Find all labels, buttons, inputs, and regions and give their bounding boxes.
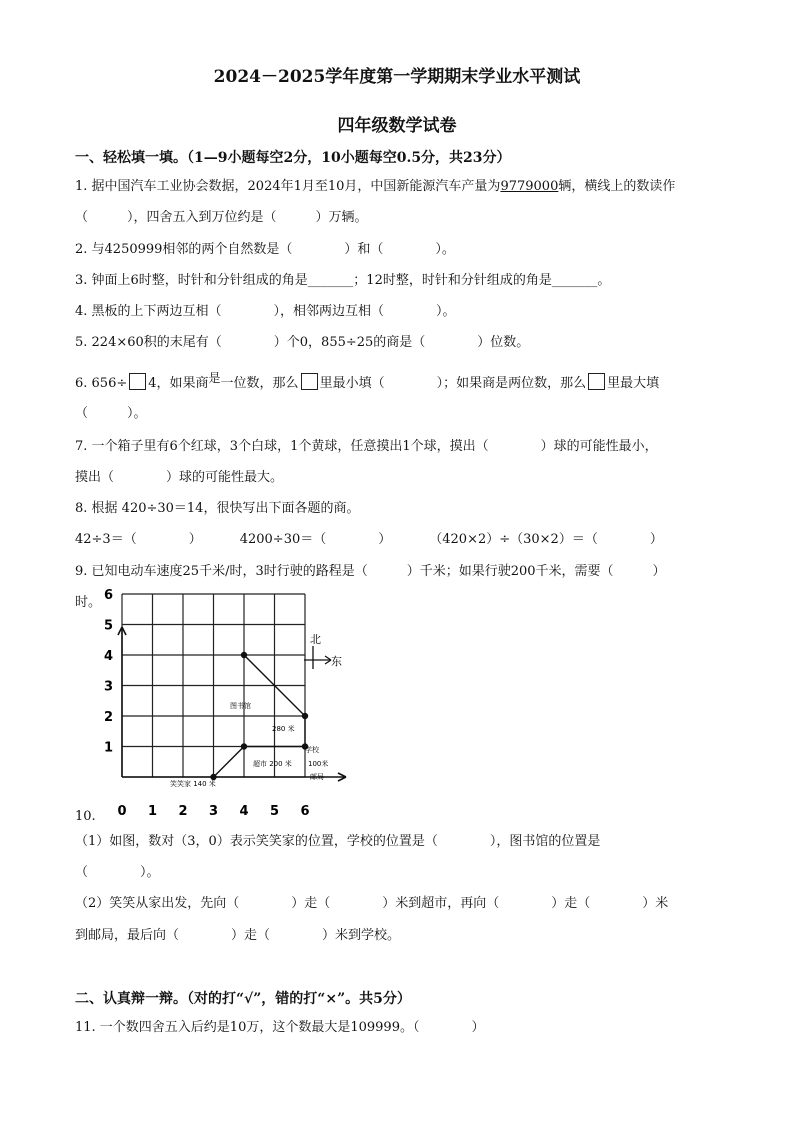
x-tick-labels bbox=[117, 804, 309, 819]
question-6-line-2: （ ）。 bbox=[75, 406, 147, 421]
grid bbox=[122, 594, 305, 777]
y-tick-labels bbox=[104, 588, 113, 756]
question-10-number: 10. bbox=[75, 809, 96, 824]
question-1: 1. 据中国汽车工业协会数据，2024年1月至10月，中国新能源汽车产量为9779000辆，横线上的数读作 bbox=[75, 179, 676, 194]
section-1-heading: 一、轻松填一填。（1—9小题每空2分，10小题每空0.5分，共23分） bbox=[75, 150, 511, 166]
route-point bbox=[241, 652, 247, 658]
question-9-line-2: 时。 bbox=[75, 595, 102, 610]
question-9: 9. 已知电动车速度25千米/时，3时行驶的路程是（ ）千米；如果行驶200千米，需要（ ） bbox=[75, 564, 666, 579]
x-tick-label: 1 bbox=[147, 804, 158, 819]
question-6: 6. 656÷ 4，如果商是一位数，那么 里最小填（ ）；如果商是两位数，那么 里最大填 bbox=[75, 371, 660, 391]
label-supermarket: 超市 200 米 bbox=[253, 760, 292, 768]
question-10-part-2: （2）笑笑从家出发，先向（ ）走（ ）米到超市，再向（ ）走（ ）米 bbox=[75, 896, 669, 911]
question-10-part-2-line-2: 到邮局，最后向（ ）走（ ）米到学校。 bbox=[75, 928, 401, 943]
question-8: 8. 根据 420÷30＝14，很快写出下面各题的商。 bbox=[75, 501, 360, 516]
question-5: 5. 224×60积的末尾有（ ）个0，855÷25的商是（ ）位数。 bbox=[75, 335, 530, 350]
question-4: 4. 黑板的上下两边互相（ ），相邻两边互相（ ）。 bbox=[75, 304, 456, 319]
y-tick-label: 4 bbox=[104, 649, 114, 664]
y-tick-label: 2 bbox=[104, 710, 114, 725]
route-point bbox=[241, 743, 247, 749]
y-tick-label: 1 bbox=[104, 740, 114, 756]
x-tick-label: 3 bbox=[208, 804, 219, 819]
blank-box bbox=[588, 373, 605, 390]
blank-box bbox=[129, 373, 146, 390]
label-school: 学校 bbox=[305, 746, 319, 754]
underlined-number: 9779000 bbox=[500, 179, 559, 194]
x-tick-label: 6 bbox=[300, 804, 310, 819]
question-7: 7. 一个箱子里有6个红球，3个白球，1个黄球，任意摸出1个球，摸出（ ）球的可能性最小， bbox=[75, 439, 658, 454]
question-1-line-2: （ ），四舍五入到万位约是（ ）万辆。 bbox=[75, 210, 368, 225]
y-tick-label: 6 bbox=[104, 588, 114, 603]
question-2: 2. 与4250999相邻的两个自然数是（ ）和（ ）。 bbox=[75, 242, 455, 257]
map-grid-chart bbox=[100, 588, 350, 819]
x-tick-label: 4 bbox=[239, 804, 249, 819]
blank-box bbox=[301, 373, 318, 390]
compass-north: 北 bbox=[310, 633, 321, 646]
label-280m: 280 米 bbox=[272, 725, 295, 733]
question-7-line-2: 摸出（ ）球的可能性最大。 bbox=[75, 470, 284, 485]
page-title: 2024－2025学年度第一学期期末学业水平测试 bbox=[213, 67, 581, 87]
label-post-office: 邮局 bbox=[310, 773, 324, 781]
x-tick-label: 2 bbox=[178, 804, 188, 819]
y-tick-label: 5 bbox=[104, 618, 114, 634]
x-tick-label: 5 bbox=[269, 804, 280, 819]
route-point bbox=[302, 713, 308, 719]
question-8-line-2: 42÷3＝（ ） 4200÷30＝（ ） （420×2）÷（30×2）＝（ ） bbox=[75, 532, 663, 547]
compass-east: 东 bbox=[331, 655, 342, 668]
compass bbox=[304, 633, 342, 669]
question-11: 11. 一个数四舍五入后约是10万，这个数最大是109999。（ ） bbox=[75, 1020, 485, 1035]
y-tick-label: 3 bbox=[104, 679, 114, 695]
page-subtitle: 四年级数学试卷 bbox=[337, 116, 457, 136]
label-home: 笑笑家 140 米 bbox=[170, 780, 216, 788]
question-10-part-1: （1）如图，数对（3，0）表示笑笑家的位置，学校的位置是（ ），图书馆的位置是 bbox=[75, 834, 601, 849]
label-library: 图书馆 bbox=[230, 702, 251, 710]
label-100m: 100米 bbox=[308, 760, 329, 768]
x-tick-label: 0 bbox=[117, 804, 127, 819]
question-10-part-1-line-2: （ ）。 bbox=[75, 865, 160, 880]
section-2-heading: 二、认真辩一辩。（对的打“√”，错的打“×”。共5分） bbox=[75, 991, 411, 1007]
question-3: 3. 钟面上6时整，时针和分针组成的角是_______；12时整，时针和分针组成的角是_______。 bbox=[75, 273, 611, 288]
